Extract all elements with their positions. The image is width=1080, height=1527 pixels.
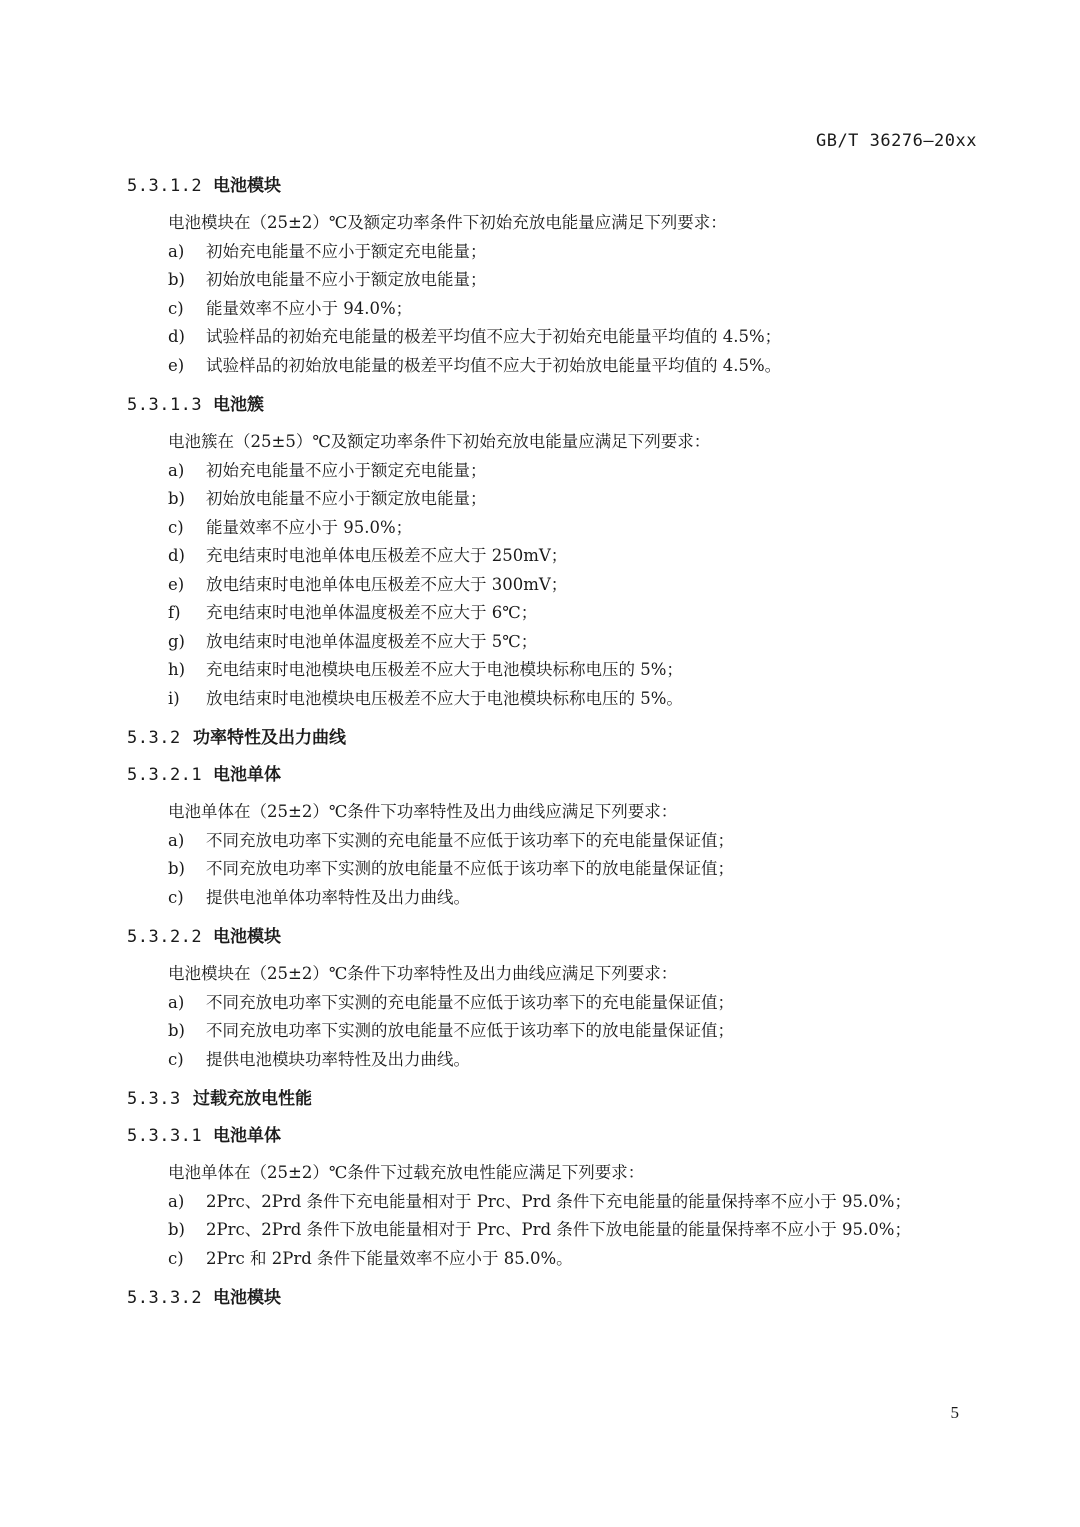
list-item <box>127 542 967 571</box>
list-item-text: 试验样品的初始放电能量的极差平均值不应大于初始放电能量平均值的 4.5%。 <box>206 355 782 375</box>
section-number: 5.3.3 <box>127 1089 181 1109</box>
list-item <box>127 571 967 600</box>
list-item <box>127 514 967 543</box>
section-heading <box>127 1122 967 1151</box>
list-item-marker: a) <box>168 241 185 261</box>
section-heading <box>127 724 967 753</box>
document-body <box>127 172 967 1321</box>
list-item-marker: b) <box>168 1220 185 1239</box>
list-item-marker: a) <box>168 992 185 1012</box>
list-item-text: 初始充电能量不应小于额定充电能量； <box>206 241 487 261</box>
section-number: 5.3.3.1 <box>127 1126 203 1146</box>
list-item <box>127 599 967 628</box>
list-item <box>127 685 967 714</box>
list-item <box>127 323 967 352</box>
list-item <box>127 1216 967 1245</box>
list-item-text: 能量效率不应小于 95.0%； <box>206 517 413 537</box>
list-item <box>127 1188 967 1217</box>
list-item-marker: a) <box>168 1191 185 1211</box>
list-item-marker: a) <box>168 830 185 850</box>
list-item-text: 不同充放电功率下实测的充电能量不应低于该功率下的充电能量保证值； <box>206 830 734 850</box>
section-heading <box>127 1284 967 1313</box>
list-item-text: 提供电池单体功率特性及出力曲线。 <box>206 887 470 907</box>
list-item-text: 不同充放电功率下实测的放电能量不应低于该功率下的放电能量保证值； <box>206 859 734 878</box>
section-heading <box>127 391 967 420</box>
section-intro: 电池单体在（25±2）℃条件下功率特性及出力曲线应满足下列要求： <box>168 802 678 821</box>
list-item-text: 充电结束时电池单体温度极差不应大于 6℃； <box>206 603 538 622</box>
list-item <box>127 884 967 913</box>
section-title: 电池模块 <box>213 176 281 196</box>
section-intro: 电池模块在（25±2）℃及额定功率条件下初始充放电能量应满足下列要求： <box>168 213 727 232</box>
section-intro: 电池模块在（25±2）℃条件下功率特性及出力曲线应满足下列要求： <box>168 964 678 983</box>
section-title: 过载充放电性能 <box>193 1089 312 1109</box>
list-item-text: 初始放电能量不应小于额定放电能量； <box>206 489 487 508</box>
section-number: 5.3.1.3 <box>127 395 203 415</box>
list-item-marker: c) <box>168 1248 184 1268</box>
list-item-text: 不同充放电功率下实测的放电能量不应低于该功率下的放电能量保证值； <box>206 1021 734 1040</box>
list-item-marker: e) <box>168 574 185 594</box>
list-item-marker: d) <box>168 546 185 565</box>
list-item-marker: b) <box>168 489 185 508</box>
list-item-marker: d) <box>168 327 185 346</box>
list-item-marker: c) <box>168 517 184 537</box>
list-item-text: 2Prc 和 2Prd 条件下能量效率不应小于 85.0%。 <box>206 1248 573 1268</box>
list-item-text: 2Prc、2Prd 条件下充电能量相对于 Prc、Prd 条件下充电能量的能量保持率不应小于 95.0%； <box>206 1191 911 1211</box>
section-title: 电池模块 <box>213 1288 281 1308</box>
list-item <box>127 457 967 486</box>
section-number: 5.3.2.2 <box>127 927 203 947</box>
list-item-marker: g) <box>168 631 185 651</box>
section-title: 电池单体 <box>213 765 281 785</box>
list-item-text: 充电结束时电池单体电压极差不应大于 250mV； <box>206 546 568 565</box>
section-title: 电池簇 <box>213 395 264 415</box>
section-heading <box>127 761 967 790</box>
section-intro: 电池簇在（25±5）℃及额定功率条件下初始充放电能量应满足下列要求： <box>168 432 711 451</box>
section-heading <box>127 923 967 952</box>
list-item-text: 放电结束时电池模块电压极差不应大于电池模块标称电压的 5%。 <box>206 688 683 708</box>
section-title: 电池单体 <box>213 1126 281 1146</box>
list-item <box>127 628 967 657</box>
list-item-text: 放电结束时电池单体温度极差不应大于 5℃； <box>206 631 538 651</box>
list-item <box>127 989 967 1018</box>
list-item-text: 充电结束时电池模块电压极差不应大于电池模块标称电压的 5%； <box>206 660 683 679</box>
list-item <box>127 266 967 295</box>
list-item-text: 试验样品的初始充电能量的极差平均值不应大于初始充电能量平均值的 4.5%； <box>206 327 782 346</box>
list-item <box>127 352 967 381</box>
list-item <box>127 656 967 685</box>
list-item-text: 能量效率不应小于 94.0%； <box>206 298 413 318</box>
list-item-text: 提供电池模块功率特性及出力曲线。 <box>206 1049 470 1069</box>
list-item-marker: b) <box>168 1021 185 1040</box>
page-number: 5 <box>950 1403 959 1422</box>
list-item-marker: f) <box>168 603 181 622</box>
list-item-marker: b) <box>168 270 185 289</box>
list-item <box>127 827 967 856</box>
list-item-marker: h) <box>168 660 186 679</box>
section-title: 功率特性及出力曲线 <box>193 728 346 748</box>
list-item <box>127 855 967 884</box>
list-item-marker: a) <box>168 460 185 480</box>
section-number: 5.3.3.2 <box>127 1288 203 1308</box>
section-number: 5.3.2.1 <box>127 765 203 785</box>
list-item <box>127 485 967 514</box>
section-intro: 电池单体在（25±2）℃条件下过载充放电性能应满足下列要求： <box>168 1163 645 1182</box>
list-item-text: 放电结束时电池单体电压极差不应大于 300mV； <box>206 574 568 594</box>
list-item <box>127 1245 967 1274</box>
list-item-text: 初始放电能量不应小于额定放电能量； <box>206 270 487 289</box>
section-heading <box>127 172 967 201</box>
list-item-text: 2Prc、2Prd 条件下放电能量相对于 Prc、Prd 条件下放电能量的能量保持率不应小于 95.0%； <box>206 1220 911 1239</box>
list-item-text: 不同充放电功率下实测的充电能量不应低于该功率下的充电能量保证值； <box>206 992 734 1012</box>
list-item <box>127 1046 967 1075</box>
list-item <box>127 1017 967 1046</box>
list-item-marker: e) <box>168 355 185 375</box>
section-number: 5.3.1.2 <box>127 176 203 196</box>
list-item-marker: c) <box>168 298 184 318</box>
list-item-marker: c) <box>168 887 184 907</box>
section-heading <box>127 1085 967 1114</box>
list-item-text: 初始充电能量不应小于额定充电能量； <box>206 460 487 480</box>
section-number: 5.3.2 <box>127 728 181 748</box>
list-item-marker: c) <box>168 1049 184 1069</box>
section-title: 电池模块 <box>213 927 281 947</box>
list-item <box>127 238 967 267</box>
list-item-marker: b) <box>168 859 185 878</box>
list-item <box>127 295 967 324</box>
list-item-marker: i) <box>168 688 180 708</box>
standard-code: GB/T 36276—20xx <box>815 131 977 151</box>
